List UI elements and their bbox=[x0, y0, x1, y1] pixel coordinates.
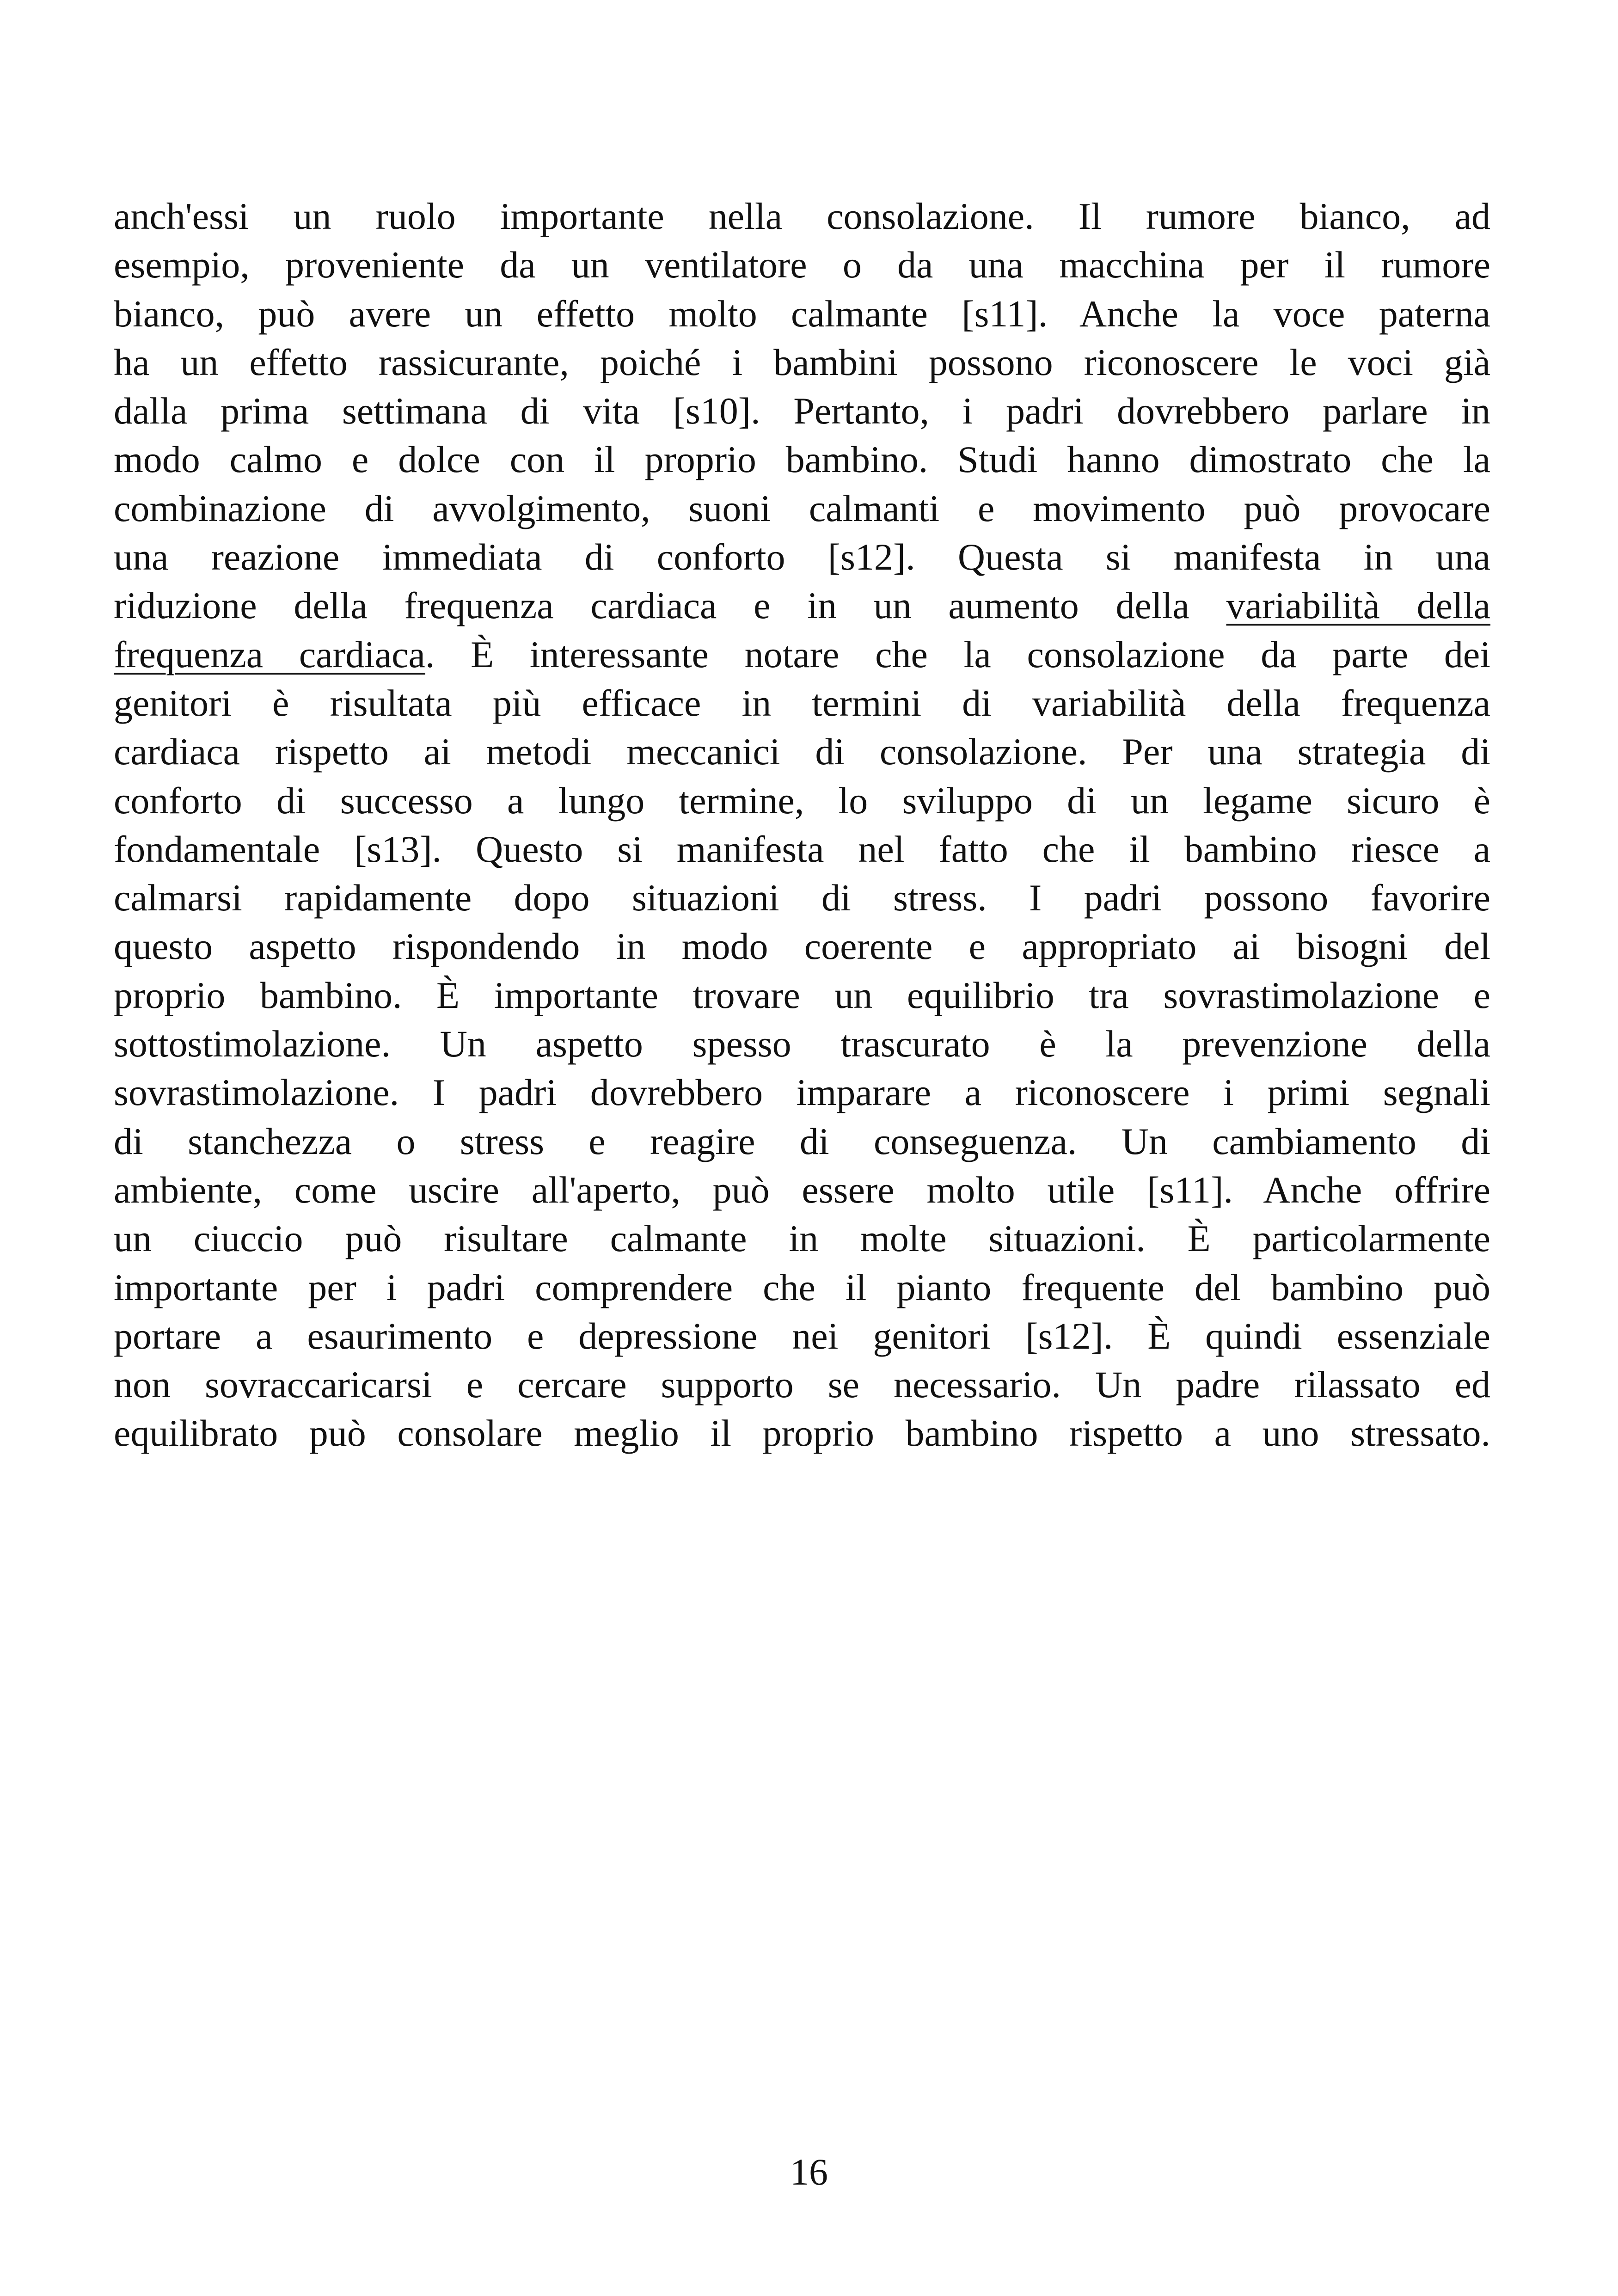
text-line: un ciuccio può risultare calmante in molte situazioni. È particolarmente bbox=[114, 1217, 1490, 1260]
text-line: modo calmo e dolce con il proprio bambino. Studi hanno dimostrato che la bbox=[114, 438, 1490, 481]
text-line bbox=[114, 581, 1490, 630]
text-line: genitori è risultata più efficace in termini di variabilità della frequenza bbox=[114, 681, 1490, 724]
text-line-end: . È interessante notare che la consolazione da parte dei bbox=[425, 633, 1490, 675]
text-line: equilibrato può consolare meglio il proprio bambino rispetto a uno stressato. bbox=[114, 1412, 1490, 1455]
text-line: una reazione immediata di conforto [s12]. Questa si manifesta in una bbox=[114, 536, 1490, 578]
text-line: di stanchezza o stress e reagire di conseguenza. Un cambiamento di bbox=[114, 1120, 1490, 1162]
text-line: ambiente, come uscire all'aperto, può essere molto utile [s11]. Anche offrire bbox=[114, 1168, 1490, 1211]
text-line: sottostimolazione. Un aspetto spesso trascurato è la prevenzione della bbox=[114, 1023, 1490, 1065]
hyperlink-variability-part2[interactable]: frequenza cardiaca bbox=[114, 633, 425, 675]
text-line: cardiaca rispetto ai metodi meccanici di consolazione. Per una strategia di bbox=[114, 731, 1490, 773]
text-line: dalla prima settimana di vita [s10]. Pertanto, i padri dovrebbero parlare in bbox=[114, 390, 1490, 432]
text-line: anch'essi un ruolo importante nella consolazione. Il rumore bianco, ad bbox=[114, 195, 1490, 237]
text-line: fondamentale [s13]. Questo si manifesta nel fatto che il bambino riesce a bbox=[114, 828, 1490, 870]
text-line: non sovraccaricarsi e cercare supporto se necessario. Un padre rilassato ed bbox=[114, 1363, 1490, 1406]
body-paragraph bbox=[114, 192, 1490, 1458]
text-line: ha un effetto rassicurante, poiché i bambini possono riconoscere le voci già bbox=[114, 341, 1490, 383]
text-line: proprio bambino. È importante trovare un equilibrio tra sovrastimolazione e bbox=[114, 974, 1490, 1016]
text-line bbox=[114, 630, 1490, 679]
text-line: sovrastimolazione. I padri dovrebbero imparare a riconoscere i primi segnali bbox=[114, 1071, 1490, 1114]
text-line: portare a esaurimento e depressione nei genitori [s12]. È quindi essenziale bbox=[114, 1314, 1490, 1357]
text-line: calmarsi rapidamente dopo situazioni di stress. I padri possono favorire bbox=[114, 877, 1490, 919]
text-line: esempio, proveniente da un ventilatore o da una macchina per il rumore bbox=[114, 244, 1490, 286]
text-line: importante per i padri comprendere che il pianto frequente del bambino può bbox=[114, 1266, 1490, 1308]
text-line-start: riduzione della frequenza cardiaca e in un aumento della bbox=[114, 584, 1226, 627]
text-line: questo aspetto rispondendo in modo coerente e appropriato ai bisogni del bbox=[114, 925, 1490, 968]
text-line: combinazione di avvolgimento, suoni calmanti e movimento può provocare bbox=[114, 487, 1490, 529]
text-line: bianco, può avere un effetto molto calmante [s11]. Anche la voce paterna bbox=[114, 292, 1490, 335]
page-number: 16 bbox=[790, 2151, 828, 2193]
text-line: conforto di successo a lungo termine, lo sviluppo di un legame sicuro è bbox=[114, 779, 1490, 822]
hyperlink-variability-part1[interactable]: variabilità della bbox=[1226, 584, 1490, 627]
